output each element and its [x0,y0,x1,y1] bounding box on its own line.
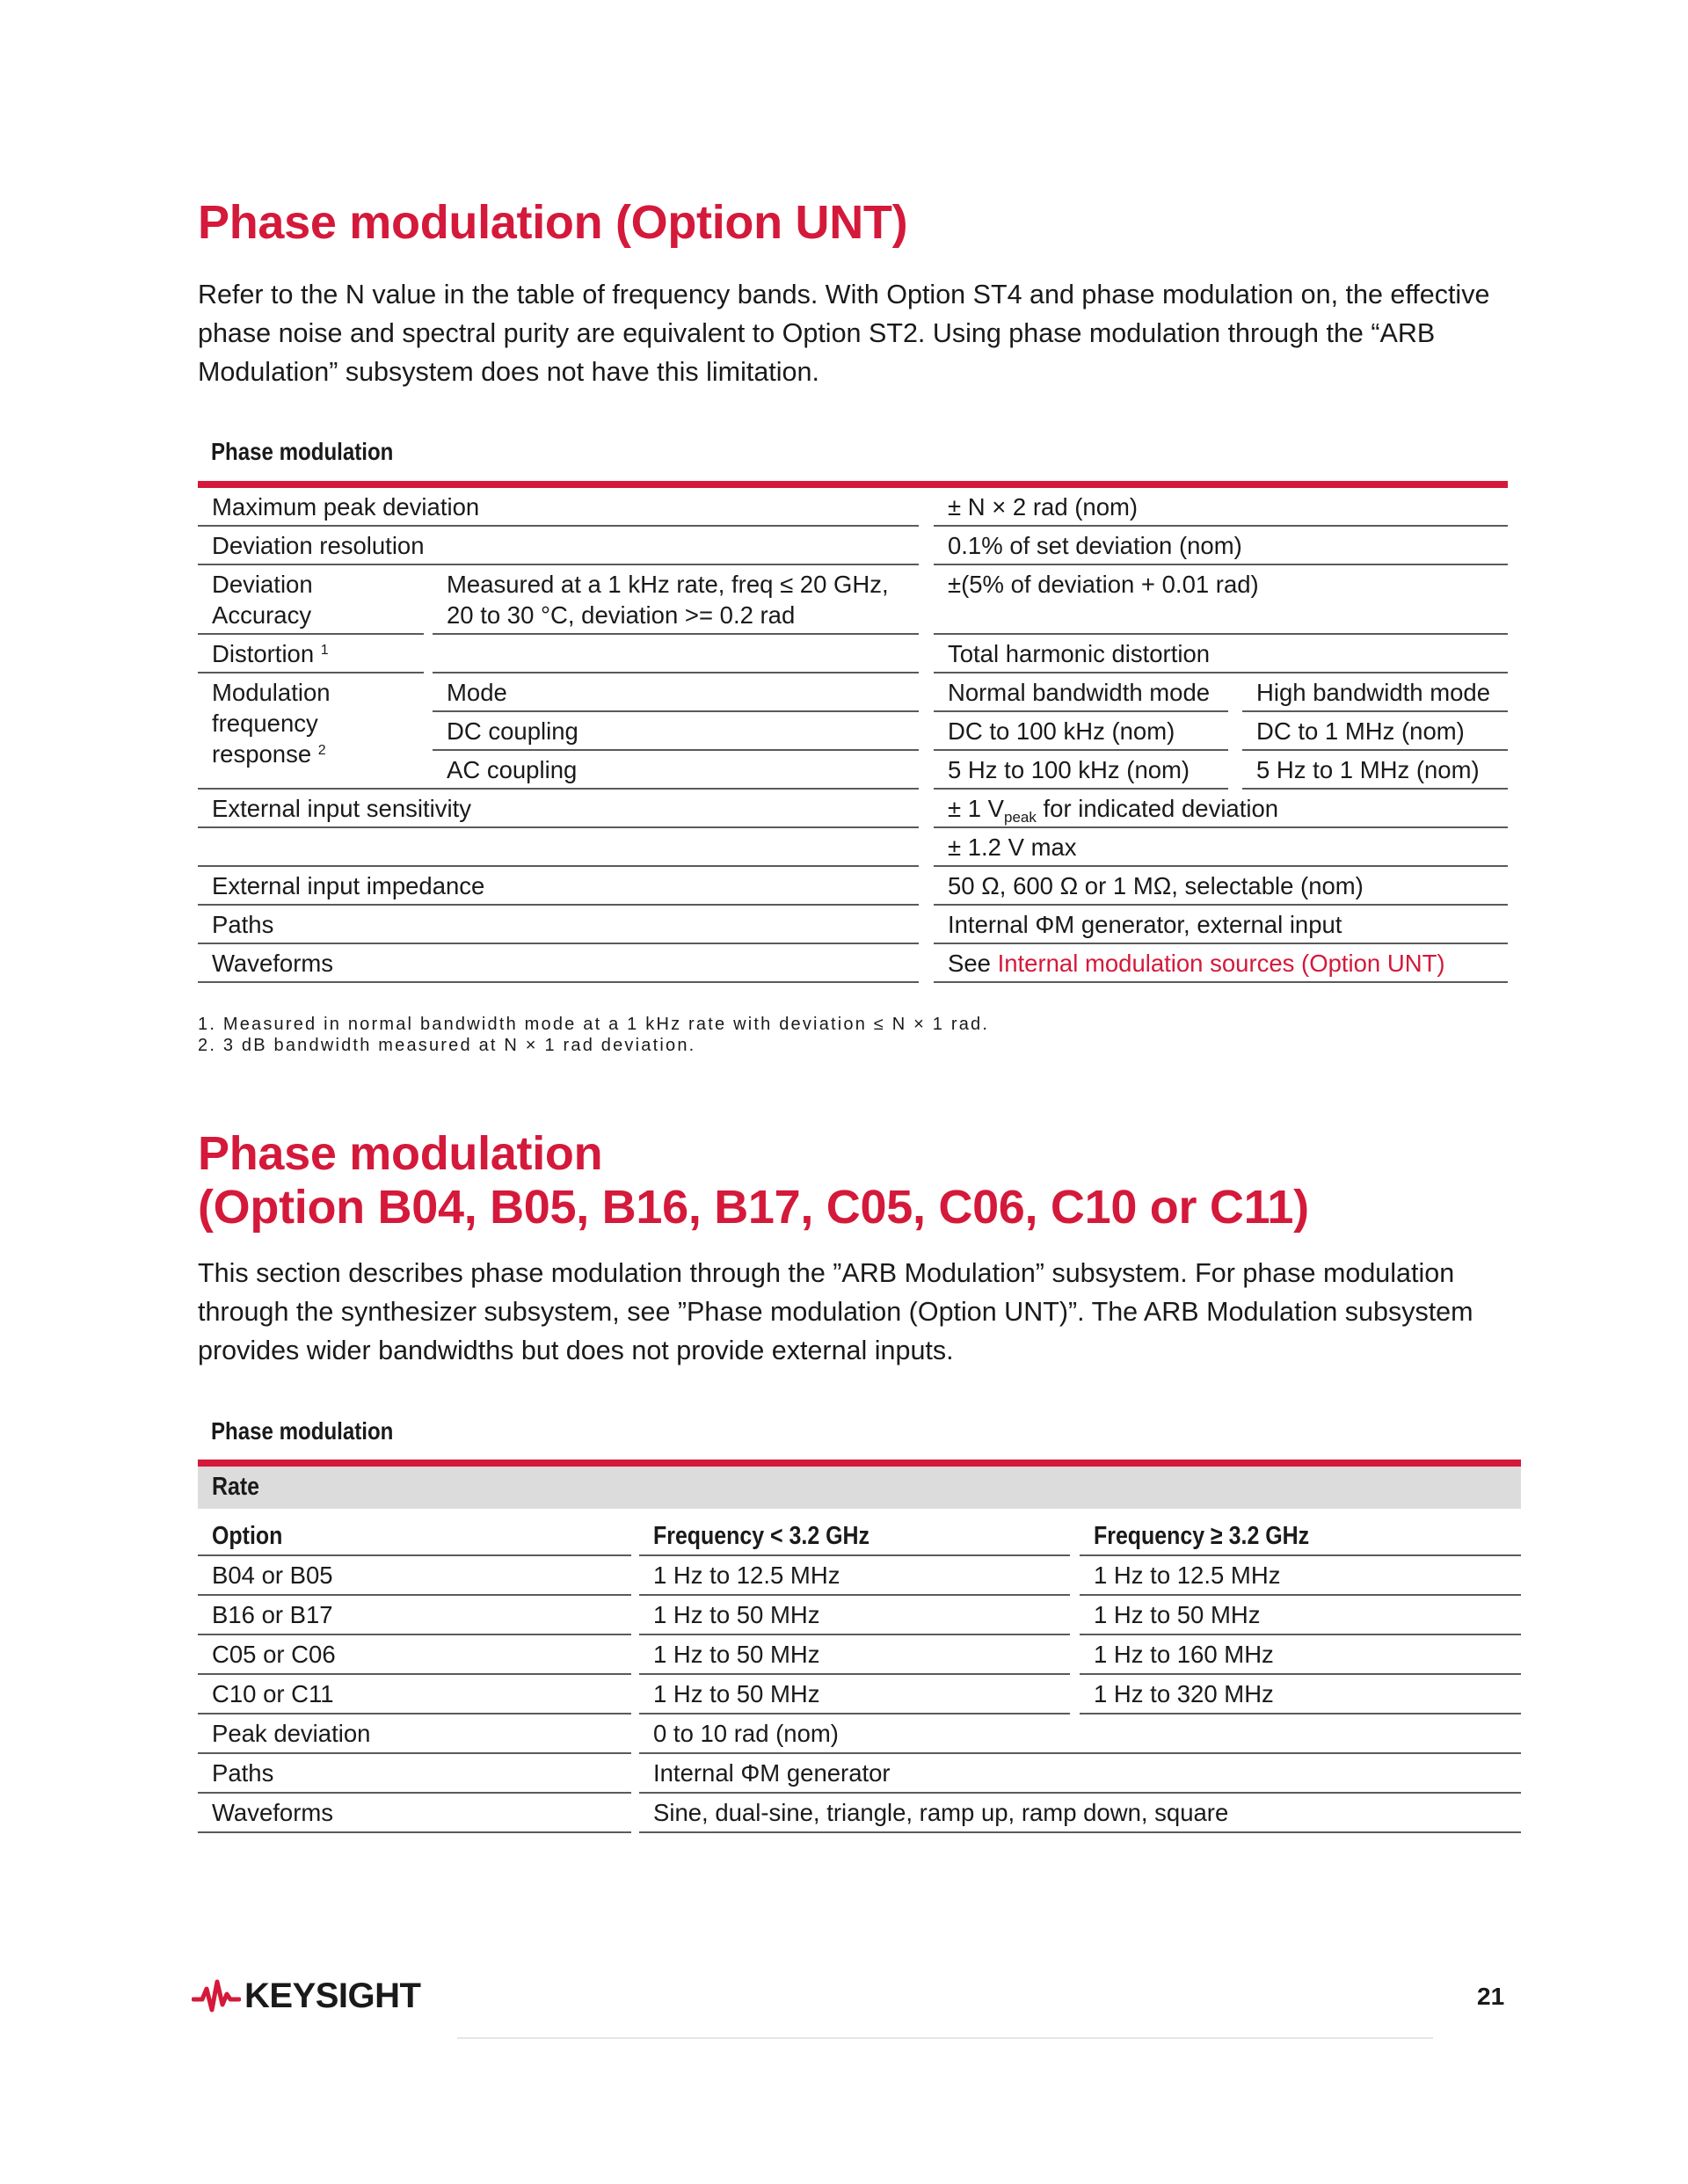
table2-row4-freq-low: 1 Hz to 50 MHz [639,1675,1070,1714]
table1-cell-max-peak-label: Maximum peak deviation [198,488,919,527]
table2-waveforms-label: Waveforms [198,1794,631,1833]
table1-cell-ext-sens-value [934,790,1508,828]
section2-title-line2: (Option B04, B05, B16, B17, C05, C06, C10 or C11) [198,1181,1309,1234]
table2-rate-header [198,1468,813,1509]
table2-peak-label: Peak deviation [198,1714,631,1754]
waveforms-prefix: See [948,950,998,977]
table2-peak-value: 0 to 10 rad (nom) [639,1714,1521,1754]
section2-intro: This section describes phase modulation through the ”ARB Modulation” subsystem. For phase modulation through the synthesizer subsystem, see ”Phase modulation (Option UNT)”. The ARB Modulation subsystem provides wider bandwidths but does not provide external inputs. [198,1258,1473,1365]
table2-waveforms-value: Sine, dual-sine, triangle, ramp up, ramp down, square [639,1794,1521,1833]
table1-cell-paths-value: Internal ΦM generator, external input [934,906,1508,944]
table1-cell-resolution-label: Deviation resolution [198,527,919,565]
col-header-freq-high-text: Frequency ≥ 3.2 GHz [1094,1522,1310,1550]
table2-row3-option: C05 or C06 [198,1635,631,1675]
ext-sens-value-a: ± 1 V [948,795,1005,822]
modfreq-label-line3 [212,739,424,769]
page-number: 21 [1477,1983,1505,2010]
table2-row2-option: B16 or B17 [198,1596,631,1635]
section1-intro: Refer to the N value in the table of frequency bands. With Option ST4 and phase modulation on, the effective phase noise and spectral purity are equivalent to Option ST2. Using phase modulation through the “ARB Modulation” subsystem does not have this limitation. [198,280,1490,387]
table1-cell-accuracy-value: ±(5% of deviation + 0.01 rad) [934,565,1508,635]
table1-cell-mode-normal: Normal bandwidth mode [934,673,1228,712]
keysight-logo [192,1974,420,2018]
table2-row1-freq-low: 1 Hz to 12.5 MHz [639,1556,1070,1596]
table1-cell-ext-imp-label: External input impedance [198,867,919,906]
table1-cell-waveforms-value [934,944,1508,983]
table1-cell-max-peak-value: ± N × 2 rad (nom) [934,488,1508,527]
accuracy-condition-line2: 20 to 30 °C, deviation >= 0.2 rad [447,601,796,629]
table2-row3-freq-high: 1 Hz to 160 MHz [1080,1635,1521,1675]
col-header-freq-low-text: Frequency < 3.2 GHz [653,1522,870,1550]
table1-cell-waveforms-label: Waveforms [198,944,919,983]
table1-cell-mode-high: High bandwidth mode [1242,673,1508,712]
keysight-wave-icon [192,1977,241,2015]
rate-header-text: Rate [212,1473,260,1501]
accuracy-label-line2: Accuracy [212,601,312,629]
ext-sens-value-b: for indicated deviation [1036,795,1279,822]
table1-cell-mode-label: Mode [433,673,919,712]
table1-cell-accuracy-condition [433,565,919,635]
table2-row4-option: C10 or C11 [198,1675,631,1714]
table1-cell-dc-normal: DC to 100 kHz (nom) [934,712,1228,751]
table1-cell-distortion-value: Total harmonic distortion [934,635,1508,673]
table2-top-rule [198,1460,1521,1467]
internal-modulation-sources-link[interactable]: Internal modulation sources (Option UNT) [997,950,1445,977]
keysight-logo-text: KEYSIGHT [244,1976,421,2015]
table1-top-rule [198,481,1508,488]
table2-col-header-freq-high [1080,1509,1521,1556]
table2-row4-freq-high: 1 Hz to 320 MHz [1080,1675,1521,1714]
modfreq-label-line3-text: response [212,740,312,768]
footer-rule [457,2037,1433,2039]
table1-cell-dc-label: DC coupling [433,712,919,751]
table2-row1-freq-high: 1 Hz to 12.5 MHz [1080,1556,1521,1596]
table2-row1-option: B04 or B05 [198,1556,631,1596]
table2-row2-freq-high: 1 Hz to 50 MHz [1080,1596,1521,1635]
section1-title: Phase modulation (Option UNT) [198,196,908,249]
modfreq-label-line2: frequency [212,710,318,737]
table1-cell-modfreq-label [198,673,424,790]
distortion-label-text: Distortion [212,640,315,667]
table1-cell-distortion-label [198,635,424,673]
table1-cell-resolution-value: 0.1% of set deviation (nom) [934,527,1508,565]
footnote-1: 1. Measured in normal bandwidth mode at a 1 kHz rate with deviation ≤ N × 1 rad. [198,1015,990,1034]
ext-sens-value-sub: peak [1004,809,1037,826]
modfreq-label-line1: Modulation [212,679,331,706]
table1-cell-ext-max-value: ± 1.2 V max [934,828,1508,867]
modfreq-footnote-ref: 2 [317,743,326,758]
table2-row2-freq-low: 1 Hz to 50 MHz [639,1596,1070,1635]
table2-col-header-freq-low [639,1509,1070,1556]
table2-paths-label: Paths [198,1754,631,1794]
table1-cell-ac-label: AC coupling [433,751,919,790]
table1-title: Phase modulation [211,438,394,465]
table2-title: Phase modulation [211,1417,394,1445]
table1-cell-paths-label: Paths [198,906,919,944]
table2-paths-value: Internal ΦM generator [639,1754,1521,1794]
col-header-option-text: Option [212,1522,283,1550]
accuracy-condition-line1: Measured at a 1 kHz rate, freq ≤ 20 GHz, [447,571,889,598]
section2-title-line1: Phase modulation [198,1127,603,1180]
distortion-footnote-ref: 1 [320,643,329,658]
table1-cell-distortion-empty [433,635,919,673]
table1-cell-dc-high: DC to 1 MHz (nom) [1242,712,1508,751]
accuracy-label-line1: Deviation [212,571,313,598]
table1-cell-ext-imp-value: 50 Ω, 600 Ω or 1 MΩ, selectable (nom) [934,867,1508,906]
table2-row3-freq-low: 1 Hz to 50 MHz [639,1635,1070,1675]
table1-cell-accuracy-label [198,565,424,635]
table1-cell-ext-sens-label: External input sensitivity [198,790,919,828]
table1-cell-ext-max-empty [198,828,919,867]
table1-cell-ac-normal: 5 Hz to 100 kHz (nom) [934,751,1228,790]
footnote-2: 2. 3 dB bandwidth measured at N × 1 rad deviation. [198,1036,696,1055]
table1-cell-ac-high: 5 Hz to 1 MHz (nom) [1242,751,1508,790]
table2-col-header-option [198,1509,631,1556]
